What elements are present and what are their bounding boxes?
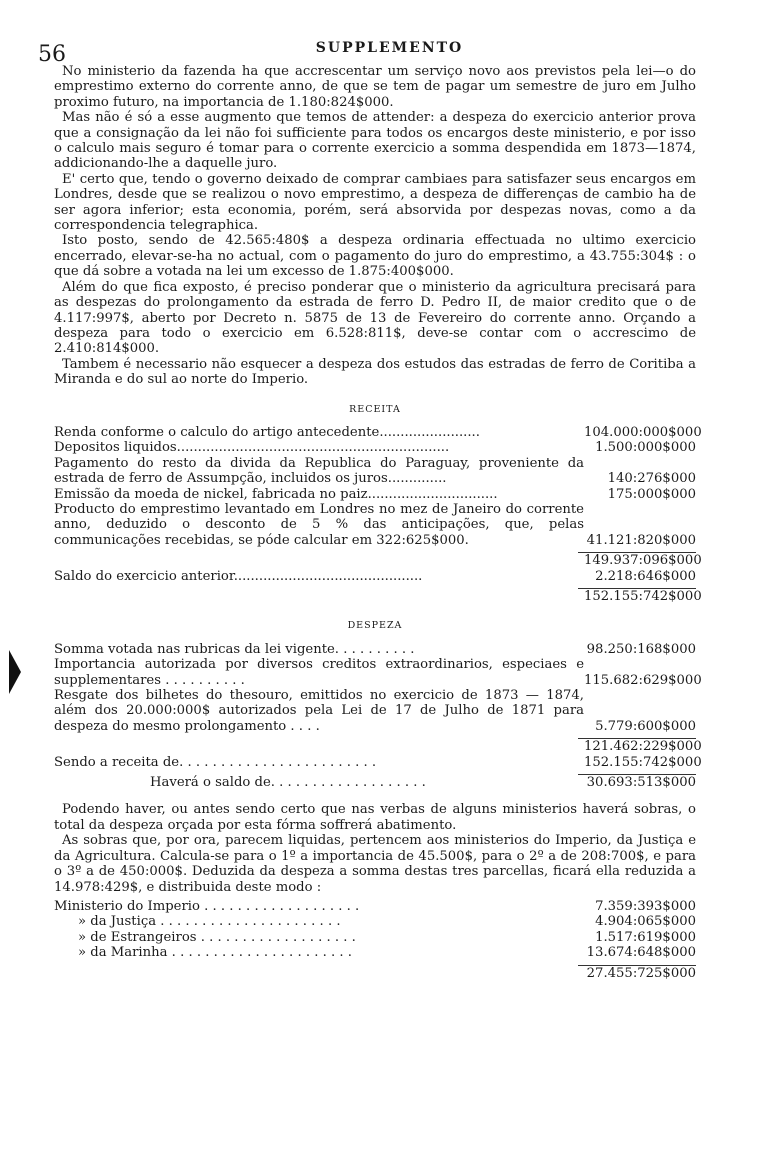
row-label: Ministerio do Imperio . . . . . . . . . . . . . . . . . . . xyxy=(54,898,360,914)
row-amount: 7.359:393$000 xyxy=(595,898,696,914)
row-label: Haverá o saldo de. . . . . . . . . . . . . . . . . . . xyxy=(150,775,426,791)
receita-table xyxy=(54,424,702,604)
saldo-amount: 30.693:513$000 xyxy=(586,775,696,791)
intro-section xyxy=(54,64,696,388)
row-amount: 41.121:820$000 xyxy=(586,532,696,548)
row-label: » da Marinha . . . . . . . . . . . . . . . . . . . . . . xyxy=(78,945,352,961)
table-row xyxy=(54,899,696,914)
row-amount: 13.674:648$000 xyxy=(586,945,696,961)
row-amount: 115.682:629$000 xyxy=(584,672,702,688)
paragraph: E' certo que, tendo o governo deixado de comprar cambiaes para satisfazer seus encargos em Londres, desde que se realizou o novo emprestimo, a despeza de differenças de cambio ha de ser agora inferior; esta economia, porém, será absorvida por despezas novas, como a da correspondencia telegraphica. xyxy=(54,171,696,234)
row-amount: 98.250:168$000 xyxy=(586,641,696,657)
table-row xyxy=(54,642,696,657)
row-amount: 175:000$000 xyxy=(607,486,696,502)
paragraph: Podendo haver, ou antes sendo certo que nas verbas de alguns ministerios haverá sobras, o total da despeza orçada por esta fórma soffrerá abatimento. xyxy=(54,802,696,833)
total-amount: 152.155:742$000 xyxy=(584,589,702,604)
subtotal-amount: 121.462:229$000 xyxy=(584,739,702,755)
page-number: 56 xyxy=(38,42,66,67)
table-row xyxy=(54,930,696,945)
total-row xyxy=(54,966,696,981)
table-row xyxy=(54,688,696,734)
distribution-table xyxy=(54,899,696,981)
receita-heading: RECEITA xyxy=(349,403,401,415)
paragraph: No ministerio da fazenda ha que accrescentar um serviço novo aos previstos pela lei—o do emprestimo externo do corrente anno, de que se tem de pagar um semestre de juro em Julho proximo futuro, na importancia de 1.180:824$000. xyxy=(54,64,696,110)
total-row xyxy=(54,589,702,604)
table-row xyxy=(54,440,696,455)
table-row xyxy=(54,424,702,440)
ink-blot-mark xyxy=(9,650,21,694)
row-label: Emissão da moeda de nickel, fabricada no paiz............................... xyxy=(54,486,498,502)
subtotal-row xyxy=(54,553,702,569)
row-label: Renda conforme o calculo do artigo antecedente........................ xyxy=(54,424,480,440)
row-amount: 140:276$000 xyxy=(607,471,696,487)
table-row xyxy=(54,914,696,929)
despeza-table xyxy=(54,641,702,791)
table-row xyxy=(54,754,702,770)
subtotal-row xyxy=(54,739,702,755)
row-amount: 4.904:065$000 xyxy=(595,914,696,930)
row-label: Importancia autorizada por diversos creditos extraordinarios, especiaes e supplementares . . . . . . . . . . xyxy=(54,657,584,688)
row-label: Saldo do exercicio anterior............................................. xyxy=(54,568,423,584)
row-amount: 5.779:600$000 xyxy=(595,718,696,734)
row-label: Sendo a receita de. . . . . . . . . . . . . . . . . . . . . . . . xyxy=(54,754,377,770)
total-amount: 27.455:725$000 xyxy=(586,965,696,981)
paragraph: Tambem é necessario não esquecer a despeza dos estudos das estradas de ferro de Coritiba a Miranda e do sul ao norte do Imperio. xyxy=(54,356,696,388)
row-label: Depositos liquidos................................................................. xyxy=(54,440,450,456)
table-row xyxy=(54,502,696,548)
despeza-heading: DESPEZA xyxy=(347,620,403,632)
saldo-row xyxy=(54,775,696,790)
closing-section xyxy=(54,802,696,894)
row-amount: 1.500:000$000 xyxy=(595,440,696,456)
row-label: Resgate dos bilhetes do thesouro, emittidos no exercicio de 1873 — 1874, além dos 20.000:000$ autorizados pela Lei de 17 de Julho de 1871 para despeza do mesmo prolongamento . . . . xyxy=(54,688,584,734)
row-label: » de Estrangeiros . . . . . . . . . . . . . . . . . . . xyxy=(78,929,356,945)
row-amount: 2.218:646$000 xyxy=(595,568,696,584)
table-row xyxy=(54,569,696,584)
row-label: Pagamento do resto da divida da Republica do Paraguay, proveniente da estrada de ferro de Assumpção, incluidos os juros.............. xyxy=(54,455,584,487)
table-row xyxy=(54,456,696,487)
row-amount: 152.155:742$000 xyxy=(584,754,702,770)
paragraph: As sobras que, por ora, parecem liquidas, pertencem aos ministerios do Imperio, da Justiça e da Agricultura. Calcula-se para o 1º a importancia de 45.500$, para o 2º a de 208:700$, e para o 3º a de 450:000$. Deduzida da despeza a somma destas tres parcellas, ficará ella reduzida a 14.978:429$, e distribuida deste modo : xyxy=(54,833,696,895)
row-label: » da Justiça . . . . . . . . . . . . . . . . . . . . . . xyxy=(78,914,341,930)
row-amount: 104.000:000$000 xyxy=(584,424,702,440)
table-row xyxy=(54,487,696,502)
row-label: Producto do emprestimo levantado em Londres no mez de Janeiro do corrente anno, deduzido o desconto de 5 % das anticipações, que, pelas communicações recebidas, se póde calcular em 322:625$000. xyxy=(54,501,584,548)
row-amount: 1.517:619$000 xyxy=(595,929,696,945)
row-label: Somma votada nas rubricas da lei vigente. . . . . . . . . . xyxy=(54,641,415,657)
table-row xyxy=(54,945,696,960)
paragraph: Isto posto, sendo de 42.565:480$ a despeza ordinaria effectuada no ultimo exercicio encerrado, elevar-se-ha no actual, com o pagamento do juro do emprestimo, a 43.755:304$ : o que dá sobre a votada na lei um excesso de 1.875:400$000. xyxy=(54,233,696,280)
paragraph: Além do que fica exposto, é preciso ponderar que o ministerio da agricultura precisará para as despezas do prolongamento da estrada de ferro D. Pedro II, de maior credito que o de 4.117:997$, aberto por Decreto n. 5875 de 13 de Fevereiro do corrente anno. Orçando a despeza para todo o exercicio em 6.528:811$, deve-se contar com o accrescimo de 2.410:814$000. xyxy=(54,279,696,357)
table-row xyxy=(54,657,702,688)
page-title: SUPPLEMENTO xyxy=(315,40,464,56)
paragraph: Mas não é só a esse augmento que temos de attender: a despeza do exercicio anterior prova que a consignação da lei não foi sufficiente para todos os encargos deste ministerio, e por isso o calculo mais seguro é tomar para o corrente exercicio a somma despendida em 1873—1874, addicionando-lhe a daquelle juro. xyxy=(54,110,696,172)
subtotal-amount: 149.937:096$000 xyxy=(584,553,702,569)
document-body xyxy=(54,64,702,981)
